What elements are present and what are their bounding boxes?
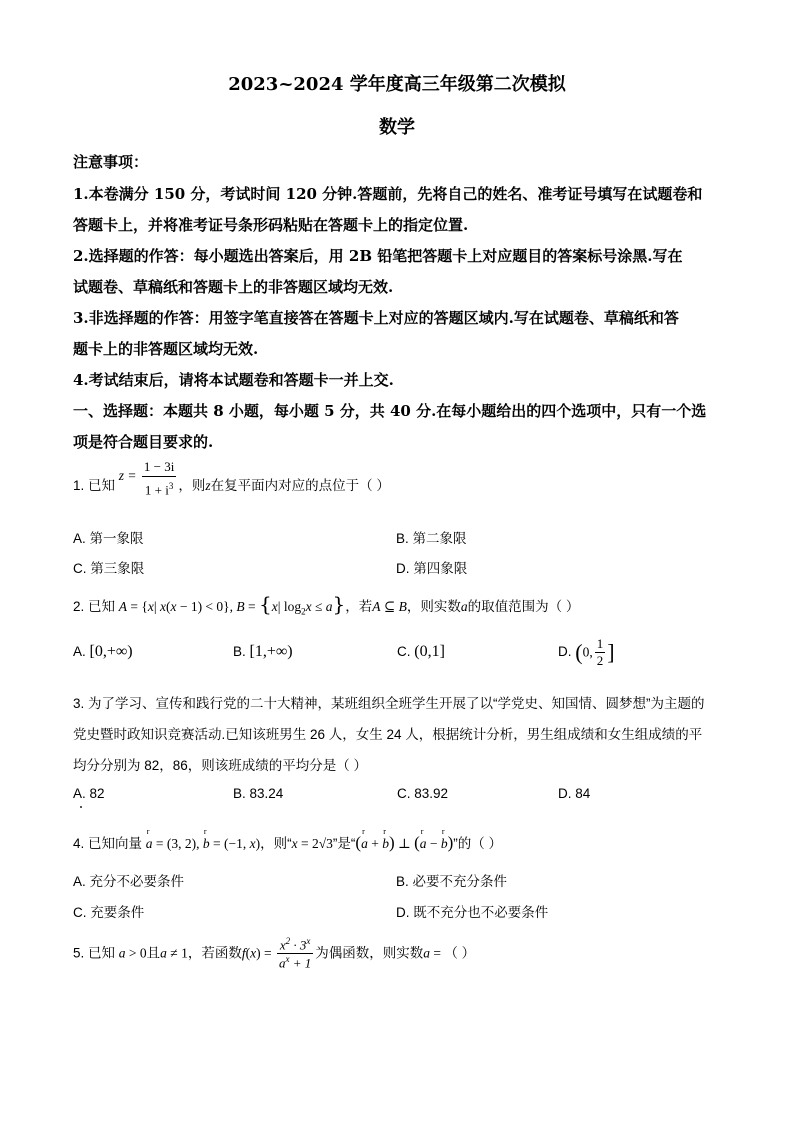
note-line: 3.非选择题的作答：用签字笔直接答在答题卡上对应的答题区域内.写在试题卷、草稿纸和答: [73, 309, 679, 327]
q2-option-a: A. [0,+∞): [73, 643, 133, 660]
stray-dot: [80, 806, 82, 808]
q3-option-d: D. 84: [558, 786, 591, 801]
q1-fraction: $\frac{1 - 3i}{1 + i^3}$: [143, 459, 175, 498]
q4-option-a: A. 充分不必要条件: [73, 874, 185, 889]
q1-option-b: B. 第二象限: [396, 531, 467, 546]
note-line: 2.选择题的作答：每小题选出答案后，用 2B 铅笔把答题卡上对应题目的答案标号涂黑.写在: [73, 247, 683, 265]
note-line: 题卡上的非答题区域均无效.: [73, 340, 259, 358]
q1-option-a: A. 第一象限: [73, 531, 144, 546]
q2-option-b: B. [1,+∞): [233, 643, 293, 660]
q2-set-b: B: [236, 599, 245, 614]
note-line: 答题卡上，并将准考证号条形码粘贴在答题卡上的指定位置.: [73, 216, 469, 234]
section-heading-cont: 项是符合题目要求的.: [73, 433, 214, 451]
q1-formula: z =: [118, 468, 140, 484]
q4-option-d: D. 既不充分也不必要条件: [396, 905, 549, 920]
q4-option-c: C. 充要条件: [73, 905, 145, 920]
question-3-line: 3. 为了学习、宣传和践行党的二十大精神，某班组织全班学生开展了以“学党史、知国情、圆梦想”为主题的: [73, 696, 705, 711]
note-line: 试题卷、草稿纸和答题卡上的非答题区域均无效.: [73, 278, 394, 296]
section-heading: 一、选择题：本题共 8 小题，每小题 5 分，共 40 分.在每小题给出的四个选项中，只有一个选: [73, 402, 707, 420]
notes-heading: 注意事项：: [73, 153, 149, 171]
note-line: 4.考试结束后，请将本试题卷和答题卡一并上交.: [73, 371, 394, 389]
q2-set-a: A: [118, 599, 128, 614]
exam-subject: 数学: [379, 117, 415, 138]
question-3-line: 党史暨时政知识竞赛活动.已知该班男生 26 人，女生 24 人，根据统计分析，男生组成绩和女生组成绩的平: [73, 727, 703, 742]
question-2: 2. 已知 A = {x| x(x − 1) < 0}, B = {x| $\log_2x \le a$}，若A ⊆ B，则实数a的取值范围为（ ）: [73, 592, 580, 617]
question-3-line: 均分分别为 82，86，则该班成绩的平均分是（ ）: [73, 758, 368, 773]
q3-option-c: C. 83.92: [397, 786, 449, 801]
q3-option-b: B. 83.24: [233, 786, 284, 801]
question-4: 4. 已知向量 r a = (3, 2), r b = (−1, x)，则“x = 2√3”是“(r a + r b) ⊥ (r a − r b)”的（ ）: [73, 832, 502, 853]
q3-option-a: A. 82: [73, 786, 105, 801]
question-5: 5. 已知 a > 0且a ≠ 1，若函数f(x) = $\frac{x^2 \cdot 3^x}{a^x + 1}$ 为偶函数，则实数a = （ ）: [73, 936, 476, 971]
note-line: 1.本卷满分 150 分，考试时间 120 分钟.答题前，先将自己的姓名、准考证号填写在试题卷和: [73, 185, 703, 203]
exam-title: 2023~2024 学年度高三年级第二次模拟: [228, 74, 566, 95]
q2-option-d: D. (0, $\frac{1}{2}$ ]: [558, 636, 615, 668]
q1-option-d: D. 第四象限: [396, 561, 468, 576]
q4-option-b: B. 必要不充分条件: [396, 874, 508, 889]
question-1: 1. 已知 z = $\frac{1 - 3i}{1 + i^3}$ ，则z在复平面内对应的点位于（ ）: [73, 459, 390, 498]
q5-fraction: $\frac{x^2 \cdot 3^x}{a^x + 1}$: [278, 936, 312, 971]
q1-option-c: C. 第三象限: [73, 561, 145, 576]
q2-option-c: C. (0,1]: [397, 643, 445, 660]
